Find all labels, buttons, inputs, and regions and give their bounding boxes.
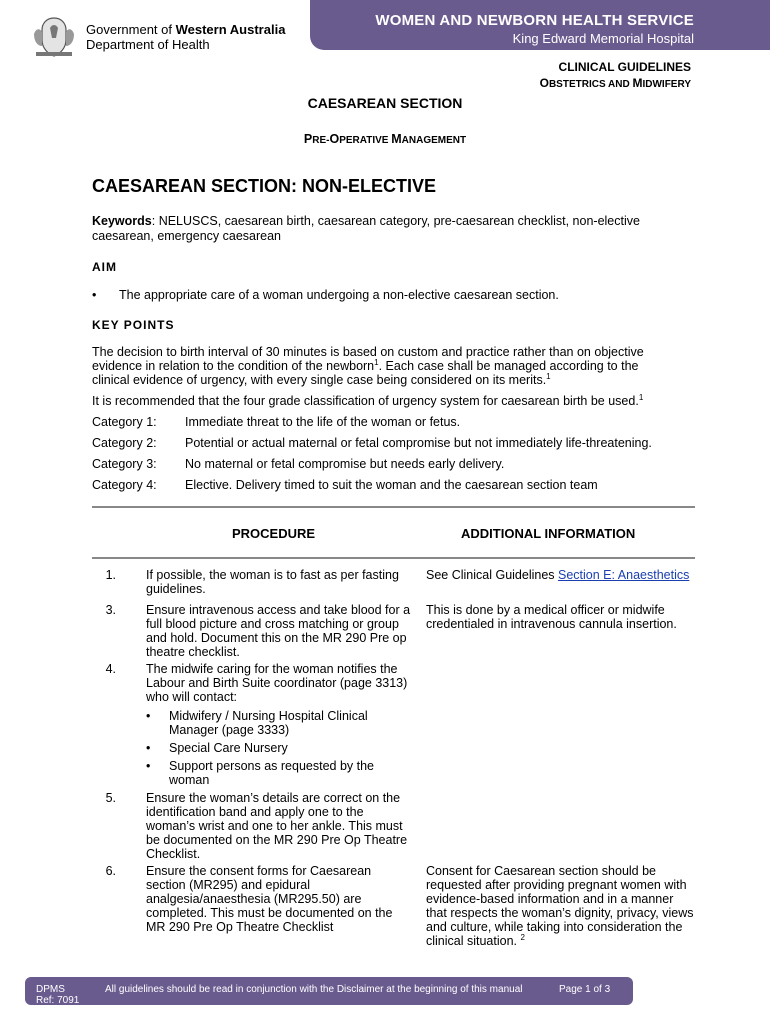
step-info: This is done by a medical officer or midwife credentialed in intravenous cannula insertion. xyxy=(426,603,677,631)
document-subtitle: PRE-OPERATIVE MANAGEMENT xyxy=(303,132,467,146)
step-number: 4. xyxy=(105,662,116,676)
page-footer xyxy=(25,977,633,1005)
step-text: If possible, the woman is to fast as per fasting guidelines. xyxy=(146,568,399,596)
guideline-heading: CAESAREAN SECTION: NON-ELECTIVE xyxy=(92,176,437,196)
clinical-guidelines-label: CLINICAL GUIDELINES xyxy=(558,60,691,74)
aim-bullet-text: The appropriate care of a woman undergoing a non-elective caesarean section. xyxy=(119,288,559,302)
step-number: 1. xyxy=(105,568,116,582)
bullet-icon: • xyxy=(146,741,151,755)
step-text: Ensure the consent forms for Caesarean section (MR295) and epidural analgesia/anaesthesia (MR295.50) are completed. This must be documented on the MR 290 Pre Op Theatre Checklist xyxy=(146,864,393,934)
aim-heading: AIM xyxy=(92,260,117,274)
step-number: 5. xyxy=(105,791,116,805)
reference-marker: 2 xyxy=(520,932,525,942)
coat-of-arms-logo xyxy=(26,14,82,58)
reference-marker: 1 xyxy=(638,392,644,402)
anaesthetics-section-link[interactable]: Section E: Anaesthetics xyxy=(558,568,690,582)
step-info: See Clinical Guidelines Section E: Anaesthetics xyxy=(426,568,690,582)
step-number: 3. xyxy=(105,603,116,617)
government-logo-text xyxy=(86,22,285,52)
bullet-icon: • xyxy=(146,709,151,723)
footer-dpms: DPMS xyxy=(36,984,65,995)
step-text: Ensure intravenous access and take blood for a full blood picture and cross matching or group and hold. Document this on the MR 290 Pre op theatre checklist. xyxy=(146,603,411,659)
bullet-icon: • xyxy=(146,759,151,773)
reference-marker: 1 xyxy=(546,371,551,381)
procedure-column-header: PROCEDURE xyxy=(232,526,316,541)
key-points-heading: KEY POINTS xyxy=(92,318,175,332)
gov-prefix: Government of xyxy=(86,22,176,37)
gov-state: Western Australia xyxy=(175,22,286,37)
banner-title: WOMEN AND NEWBORN HEALTH SERVICE xyxy=(375,12,694,29)
document-title: CAESAREAN SECTION xyxy=(307,95,463,111)
step-number: 6. xyxy=(105,864,116,878)
department-name: Department of Health xyxy=(86,37,210,52)
table-header-rule xyxy=(92,557,695,559)
keywords-label: Keywords xyxy=(92,214,152,228)
footer-ref: Ref: 7091 xyxy=(36,995,80,1006)
additional-info-column-header: ADDITIONAL INFORMATION xyxy=(461,526,636,541)
step-text: The midwife caring for the woman notifies the Labour and Birth Suite coordinator (page 3313) who will contact: xyxy=(146,662,408,704)
keywords-text: : NELUSCS, caesarean birth, caesarean category, pre-caesarean checklist, non-elective caesarean, emergency caesarean xyxy=(92,214,640,243)
key-points-paragraph-1: The decision to birth interval of 30 minutes is based on custom and practice rather than on objective evidence in relation to the condition of the newborn$^1$. Each case shall be managed according to the clinical evidence of urgency, with every single case being considered on its merits.$^1$ xyxy=(92,345,644,387)
section-label: OBSTETRICS AND MIDWIFERY xyxy=(539,76,691,90)
banner-subtitle: King Edward Memorial Hospital xyxy=(512,31,694,46)
step-text: Ensure the woman’s details are correct on the identification band and apply one to the woman’s wrist and one to her ankle. This must be documented on the MR 290 Pre Op Theatre Checklist. xyxy=(146,791,408,861)
reference-marker: 1 xyxy=(374,357,379,367)
key-points-paragraph-2: It is recommended that the four grade classification of urgency system for caesarean birth be used.$^1$ xyxy=(92,392,644,408)
footer-disclaimer: All guidelines should be read in conjunction with the Disclaimer at the beginning of this manual xyxy=(105,984,523,995)
service-banner xyxy=(310,0,770,50)
bullet-icon: • xyxy=(92,288,97,302)
keywords-paragraph xyxy=(92,214,682,244)
step-info: Consent for Caesarean section should be requested after providing pregnant women with evidence-based information and in a manner that respects the woman’s dignity, privacy, views and culture, while taking into consideration the clinical situation. $^2$ xyxy=(426,864,694,948)
table-top-rule xyxy=(92,506,695,508)
page-number: Page 1 of 3 xyxy=(559,984,611,995)
